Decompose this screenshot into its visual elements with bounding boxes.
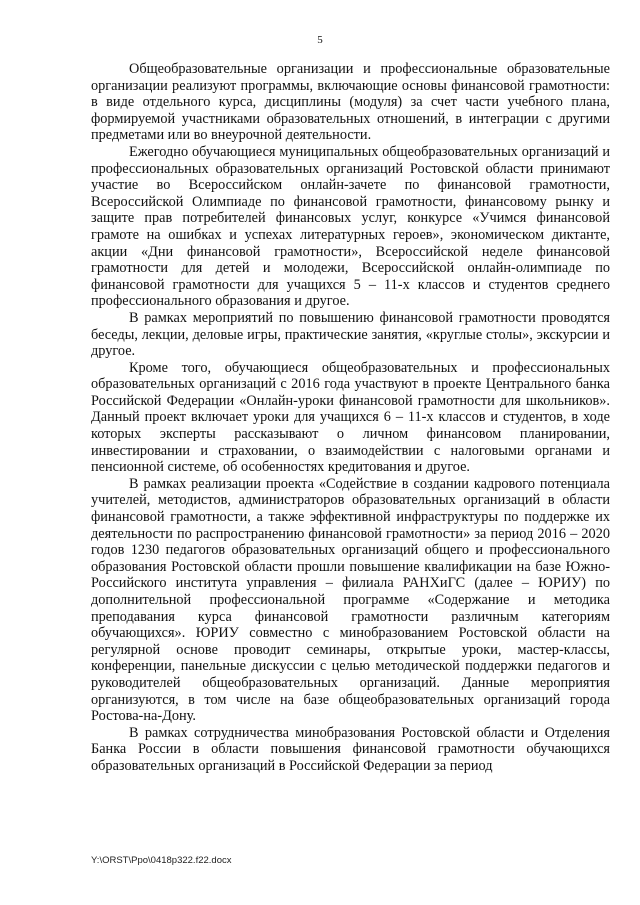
paragraph-6: В рамках сотрудничества минобразования Ростовской области и Отделения Банка России в области повышения финансовой грамотности обучающихся образовательных организаций в Российской Федерации за период xyxy=(91,724,610,774)
paragraph-2: Ежегодно обучающиеся муниципальных общеобразовательных организаций и профессиональных образовательных организаций Ростовской области принимают участие во Всероссийском онлайн-зачете по финансовой грамотности, Всероссийской Олимпиаде по финансовой грамотности, финансовому рынку и защите прав потребителей финансовых услуг, конкурсе «Учимся финансовой грамоте на ошибках и успехах литературных героев», экономическом диктанте, акции «Дни финансовой грамотности», Всероссийской неделе финансовой грамотности для детей и молодежи, Всероссийской онлайн-олимпиаде по финансовой грамотности для учащихся 5 – 11-х классов и студентов среднего профессионального образования и другое. xyxy=(91,143,610,310)
paragraph-1: Общеобразовательные организации и профессиональные образовательные организации реализуют программы, включающие основы финансовой грамотности: в виде отдельного курса, дисциплины (модуля) за счет части учебного плана, формируемой участниками образовательных отношений, в интеграции с другими предметами или во внеурочной деятельности. xyxy=(91,61,610,144)
paragraph-3: В рамках мероприятий по повышению финансовой грамотности проводятся беседы, лекции, деловые игры, практические занятия, «круглые столы», экскурсии и другое. xyxy=(91,309,610,360)
document-body xyxy=(91,61,610,775)
footer-file-path: Y:\ORST\Ppo\0418p322.f22.docx xyxy=(91,855,232,866)
paragraph-5: В рамках реализации проекта «Содействие в создании кадрового потенциала учителей, методистов, администраторов образовательных организаций в области финансовой грамотности, а также эффективной инфраструктуры по поддержке их деятельности по распространению финансовой грамотности» за период 2016 – 2020 годов 1230 педагогов образовательных организаций общего и профессионального образования Ростовской области прошли повышение квалификации на базе Южно-Российского института управления – филиала РАНХиГС (далее – ЮРИУ) по дополнительной профессиональной программе «Содержание и методика преподавания курса финансовой грамотности различным категориям обучающихся». ЮРИУ совместно с минобразованием Ростовской области на регулярной основе проводит семинары, открытые уроки, мастер-классы, конференции, панельные дискуссии с целью методической поддержки педагогов и руководителей общеобразовательных организаций. Данные мероприятия организуются, в том числе на базе общеобразовательных организаций города Ростова-на-Дону. xyxy=(91,475,610,725)
page-number: 5 xyxy=(317,34,323,46)
paragraph-4: Кроме того, обучающиеся общеобразовательных и профессиональных образовательных организаций с 2016 года участвуют в проекте Центрального банка Российской Федерации «Онлайн-уроки финансовой грамотности для школьников». Данный проект включает уроки для учащихся 6 – 11-х классов и студентов, в ходе которых эксперты рассказывают о личном финансовом планировании, инвестировании и страховании, о взаимодействии с налоговыми органами и пенсионной системе, об особенностях кредитования и другое. xyxy=(91,359,610,476)
